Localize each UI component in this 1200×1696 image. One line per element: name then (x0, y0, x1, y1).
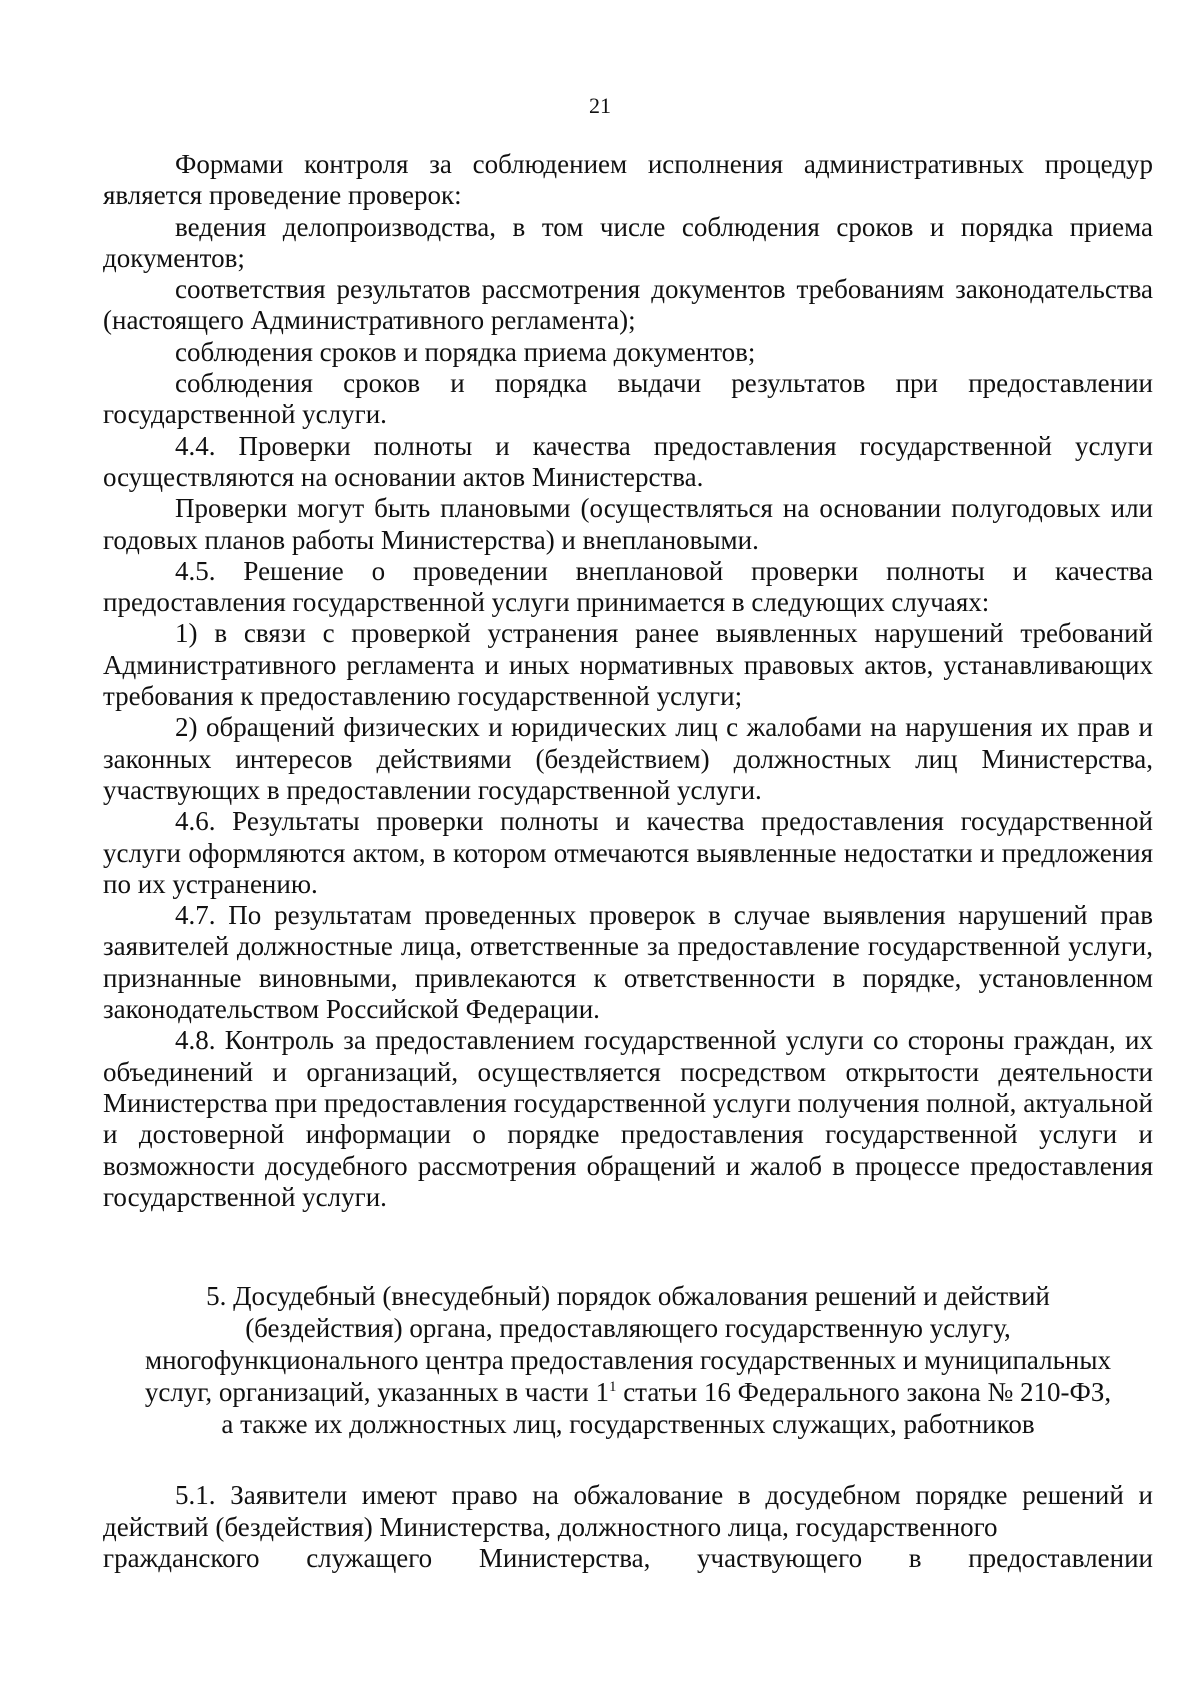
word: участвующего (697, 1543, 863, 1573)
paragraph: соблюдения сроков и порядка выдачи результатов при предоставлении государственной услуги. (103, 368, 1153, 430)
paragraph: 4.5. Решение о проведении внеплановой проверки полноты и качества предоставления государственной услуги принимается в следующих случаях: (103, 555, 1153, 618)
heading-line: 5. Досудебный (внесудебный) порядок обжалования решений и действий (206, 1281, 1050, 1311)
paragraph-continuation-line (103, 1543, 1153, 1575)
page-number: 21 (589, 93, 611, 118)
heading-text: услуг, организаций, указанных в части 1 (144, 1377, 609, 1407)
section-heading (103, 1280, 1153, 1440)
word: гражданского (103, 1543, 260, 1573)
paragraph: 4.6. Результаты проверки полноты и качества предоставления государственной услуги оформляются актом, в котором отмечаются выявленные недостатки и предложения по их устранению. (103, 806, 1153, 899)
word: Министерства, (478, 1543, 651, 1573)
paragraph: 4.8. Контроль за предоставлением государственной услуги со стороны граждан, их объединений и организаций, осуществляется посредством открытости деятельности Министерства при предоставления государственной услуги получения полной, актуальной и достоверной информации о порядке предоставления государственной услуги и возможности досудебного рассмотрения обращений и жалоб в процессе предоставления государственной услуги. (103, 1025, 1153, 1212)
paragraph: соблюдения сроков и порядка приема документов; (175, 336, 756, 367)
heading-line (103, 1376, 1153, 1408)
heading-line: (бездействия) органа, предоставляющего государственную услугу, (245, 1313, 1011, 1343)
paragraph: соответствия результатов рассмотрения документов требованиям законодательства (настоящего Административного регламента); (103, 274, 1153, 336)
heading-line: а также их должностных лиц, государственных служащих, работников (221, 1409, 1035, 1439)
paragraph: 5.1. Заявители имеют право на обжалование в досудебном порядке решений и действий (бездействия) Министерства, должностного лица, государственного (103, 1480, 1153, 1542)
paragraph: 4.4. Проверки полноты и качества предоставления государственной услуги осуществляются на основании актов Министерства. (103, 430, 1153, 492)
section-5-body (103, 1480, 1153, 1575)
paragraph: 4.7. По результатам проведенных проверок в случае выявления нарушений прав заявителей должностные лица, ответственные за предоставление государственной услуги, признанные виновными, привлекаются к ответственности в порядке, установленном законодательством Российской Федерации. (103, 900, 1153, 1025)
paragraph: 1) в связи с проверкой устранения ранее выявленных нарушений требований Административного регламента и иных нормативных правовых актов, устанавливающих требования к предоставлению государственной услуги; (103, 618, 1153, 712)
paragraph: ведения делопроизводства, в том числе соблюдения сроков и порядка приема документов; (103, 211, 1153, 273)
word: служащего (306, 1543, 433, 1573)
heading-line: многофункционального центра предоставления государственных и муниципальных (144, 1345, 1112, 1375)
paragraph: 2) обращений физических и юридических лиц с жалобами на нарушения их прав и законных интересов действиями (бездействием) должностных лиц Министерства, участвующих в предоставлении государственной услуги. (103, 712, 1153, 805)
word: предоставлении (968, 1543, 1153, 1573)
paragraph: Проверки могут быть плановыми (осуществляться на основании полугодовых или годовых планов работы Министерства) и внеплановыми. (103, 493, 1153, 555)
word: в (908, 1543, 922, 1573)
document-body (103, 149, 1153, 1213)
paragraph: Формами контроля за соблюдением исполнения административных процедур является проведение проверок: (103, 149, 1153, 211)
heading-text: статьи 16 Федерального закона № 210-ФЗ, (616, 1377, 1112, 1407)
superscript: 1 (608, 1379, 617, 1395)
